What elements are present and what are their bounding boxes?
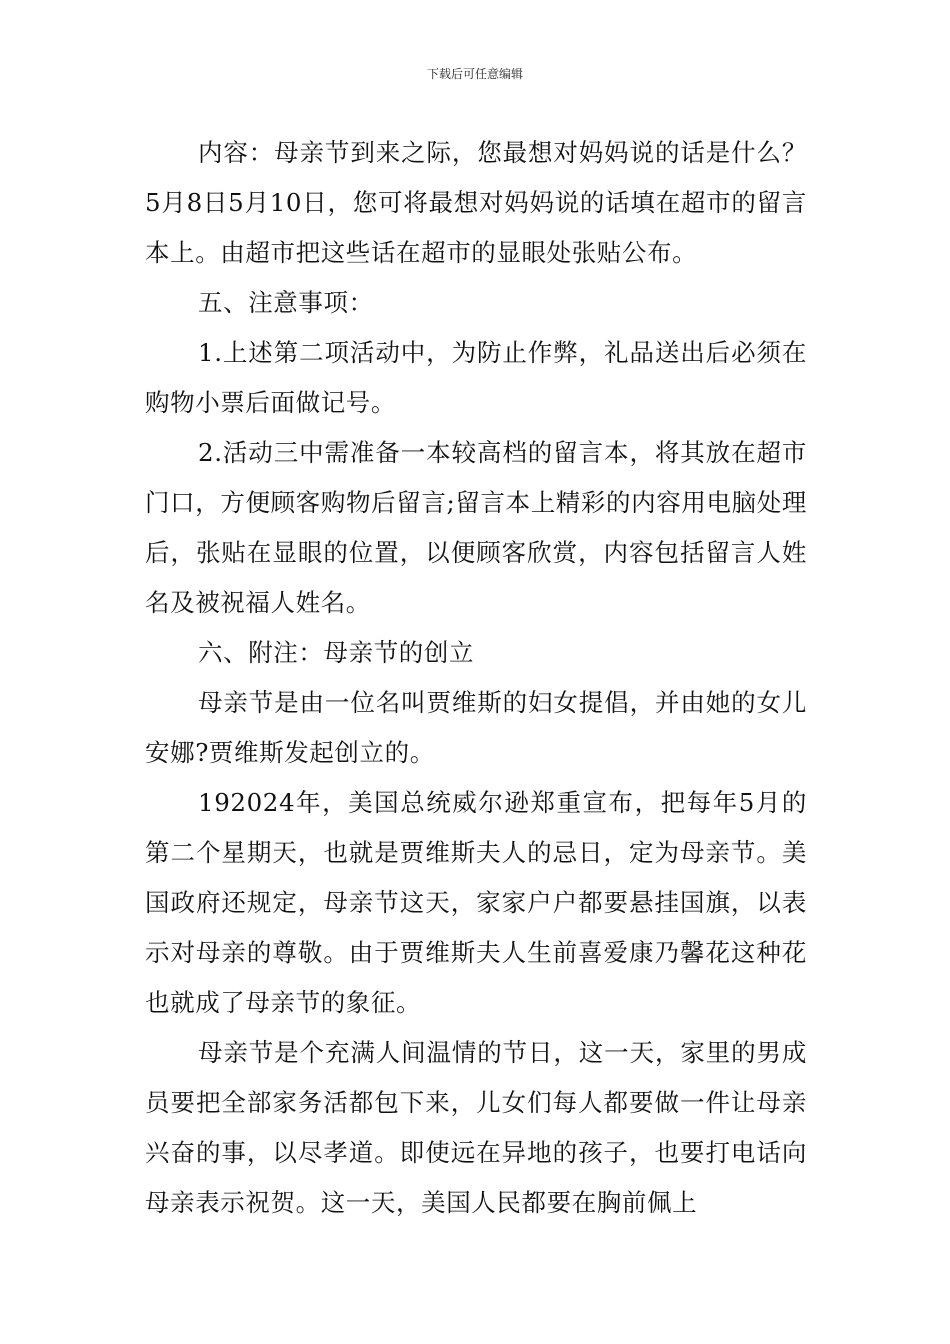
paragraph-customs: 母亲节是个充满人间温情的节日，这一天，家里的男成员要把全部家务活都包下来，儿女们每人都要做一件让母亲兴奋的事，以尽孝道。即使远在异地的孩子，也要打电话向母亲表示祝贺。这一天，美国人民都要在胸前佩上 [145, 1038, 807, 1217]
paragraph-precaution-1: 1.上述第二项活动中，为防止作弊，礼品送出后必须在购物小票后面做记号。 [145, 338, 807, 417]
page-header-note: 下载后可任意编辑 [426, 67, 523, 81]
paragraph-founder: 母亲节是由一位名叫贾维斯的妇女提倡，并由她的女儿安娜?贾维斯发起创立的。 [145, 688, 807, 767]
heading-appendix: 六、附注：母亲节的创立 [198, 638, 475, 667]
document-body [145, 128, 807, 1228]
paragraph-history: 192024年，美国总统威尔逊郑重宣布，把每年5月的第二个星期天，也就是贾维斯夫人的忌日，定为母亲节。美国政府还规定，母亲节这天，家家户户都要悬挂国旗，以表示对母亲的尊敬。由于贾维斯夫人生前喜爱康乃馨花这种花也就成了母亲节的象征。 [145, 788, 807, 1017]
paragraph-precaution-2: 2.活动三中需准备一本较高档的留言本，将其放在超市门口，方便顾客购物后留言;留言本上精彩的内容用电脑处理后，张贴在显眼的位置，以便顾客欣赏，内容包括留言人姓名及被祝福人姓名。 [145, 438, 807, 617]
heading-precautions: 五、注意事项： [198, 288, 374, 317]
paragraph-content-intro: 内容：母亲节到来之际，您最想对妈妈说的话是什么？5月8日5月10日，您可将最想对妈妈说的话填在超市的留言本上。由超市把这些话在超市的显眼处张贴公布。 [145, 138, 807, 267]
